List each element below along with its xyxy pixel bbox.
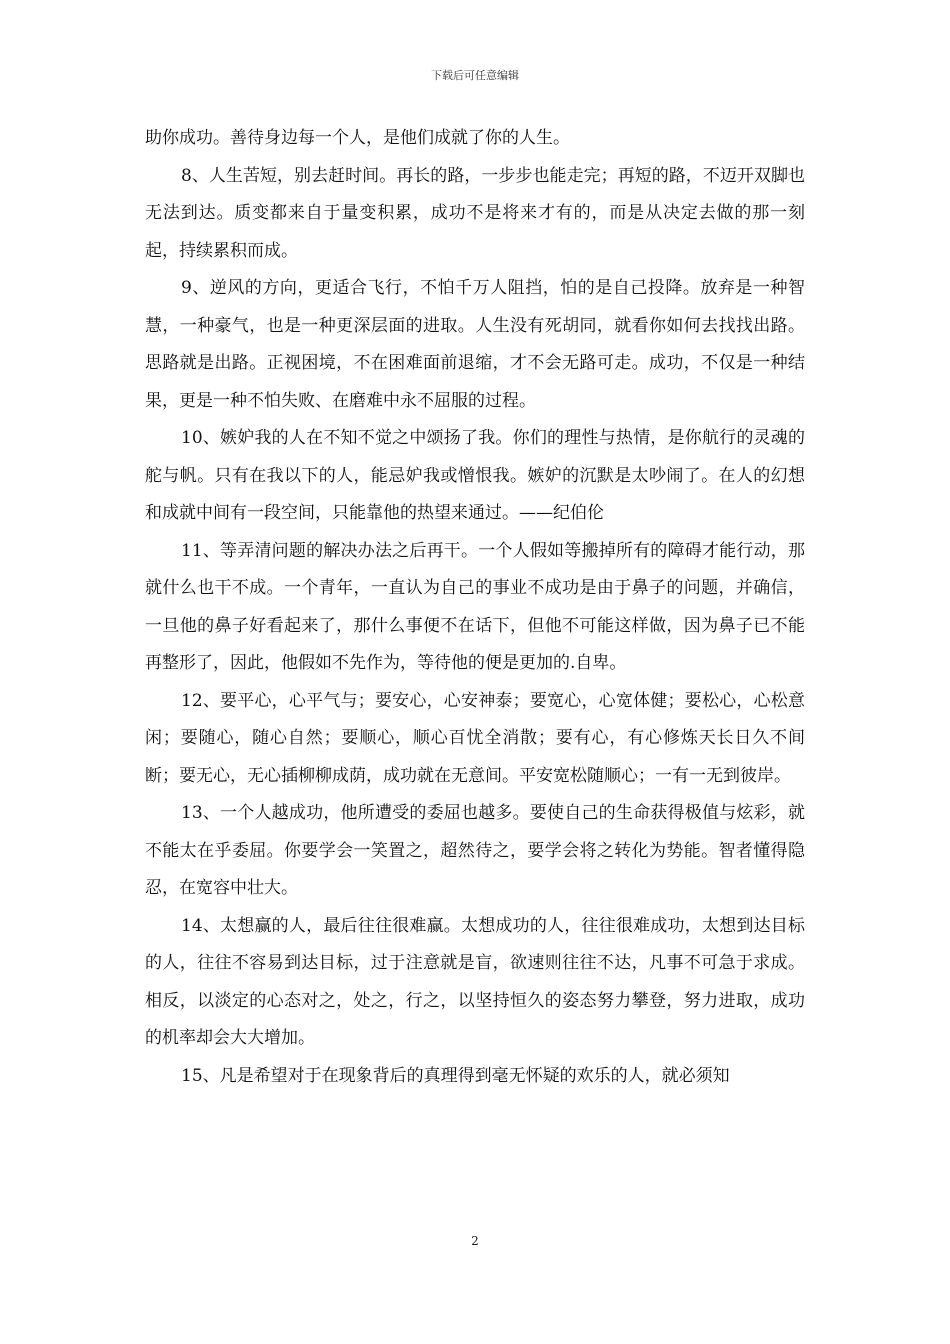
paragraph-9: 9、逆风的方向，更适合飞行，不怕千万人阻挡，怕的是自己投降。放弃是一种智慧，一种豪气，也是一种更深层面的进取。人生没有死胡同，就看你如何去找找出路。思路就是出路。正视困境，不在困难面前退缩，才不会无路可走。成功，不仅是一种结果，更是一种不怕失败、在磨难中永不屈服的过程。 — [145, 278, 805, 411]
paragraph-10: 10、嫉妒我的人在不知不觉之中颂扬了我。你们的理性与热情，是你航行的灵魂的舵与帆。只有在我以下的人，能忌妒我或憎恨我。嫉妒的沉默是太吵闹了。在人的幻想和成就中间有一段空间，只能靠他的热望来通过。——纪伯伦 — [145, 428, 805, 523]
page-header-note: 下载后可任意编辑 — [431, 69, 519, 82]
paragraph-11: 11、等弄清问题的解决办法之后再干。一个人假如等搬掉所有的障碍才能行动，那就什么也干不成。一个青年，一直认为自己的事业不成功是由于鼻子的问题，并确信，一旦他的鼻子好看起来了，那什么事便不在话下，但他不可能这样做，因为鼻子已不能再整形了，因此，他假如不先作为，等待他的便是更加的.自卑。 — [145, 540, 805, 673]
paragraph-15: 15、凡是希望对于在现象背后的真理得到毫无怀疑的欢乐的人，就必须知 — [181, 1065, 730, 1086]
paragraph-13: 13、一个人越成功，他所遭受的委屈也越多。要使自己的生命获得极值与炫彩，就不能太在乎委屈。你要学会一笑置之，超然待之，要学会将之转化为势能。智者懂得隐忍，在宽容中壮大。 — [145, 803, 805, 898]
page-number: 2 — [471, 1234, 479, 1248]
paragraph-12: 12、要平心，心平气与；要安心，心安神泰；要宽心，心宽体健；要松心，心松意闲；要随心，随心自然；要顺心，顺心百忧全消散；要有心，有心修炼天长日久不间断；要无心，无心插柳柳成荫，成功就在无意间。平安宽松随顺心；一有一无到彼岸。 — [145, 690, 805, 786]
paragraph-8: 8、人生苦短，别去赶时间。再长的路，一步步也能走完；再短的路，不迈开双脚也无法到达。质变都来自于量变积累，成功不是将来才有的，而是从决定去做的那一刻起，持续累积而成。 — [145, 165, 805, 261]
paragraph-continuation: 助你成功。善待身边每一个人，是他们成就了你的人生。 — [145, 128, 570, 148]
paragraph-14: 14、太想赢的人，最后往往很难赢。太想成功的人，往往很难成功，太想到达目标的人，往往不容易到达目标，过于注意就是盲，欲速则往往不达，凡事不可急于求成。相反，以淡定的心态对之，处之，行之，以坚持恒久的姿态努力攀登，努力进取，成功的机率却会大大增加。 — [145, 915, 805, 1048]
document-body — [145, 120, 805, 1095]
